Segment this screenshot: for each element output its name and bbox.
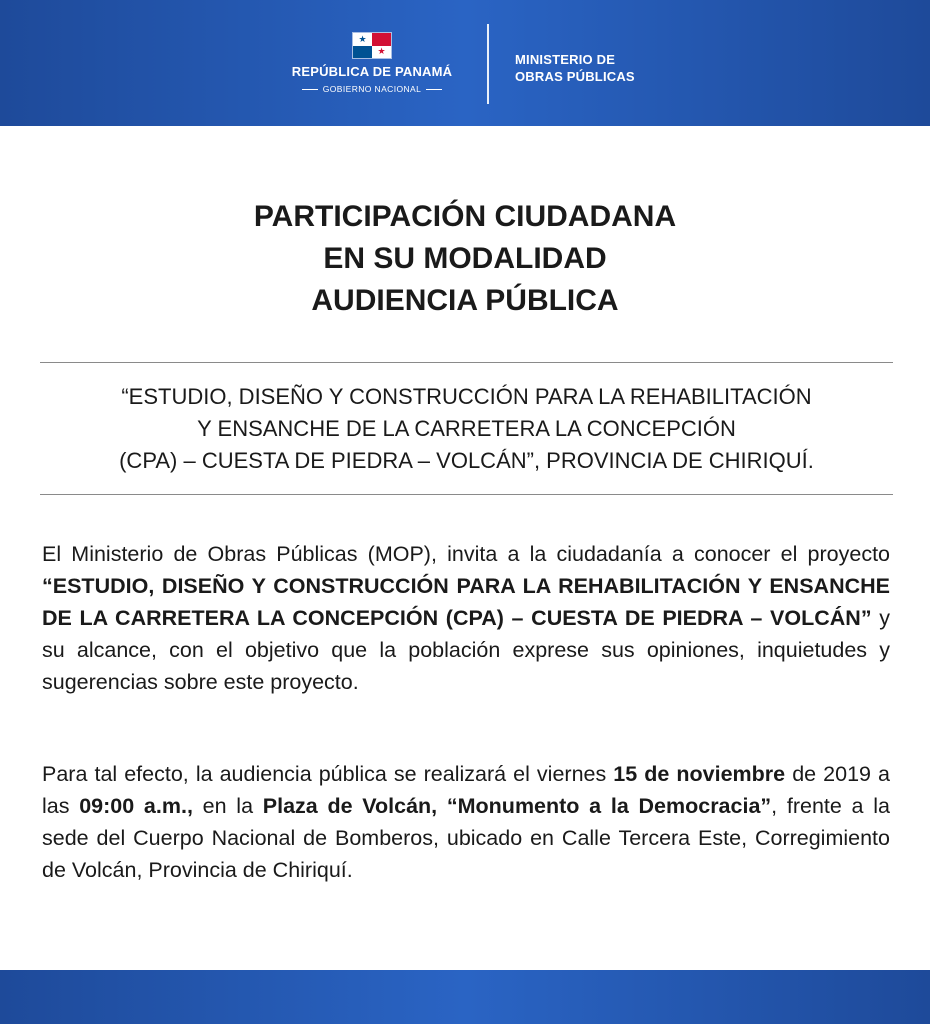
ministerio-line-1: MINISTERIO DE [515, 52, 616, 67]
ministerio-label [515, 51, 635, 85]
right-dash [426, 89, 442, 90]
project-name [40, 381, 893, 477]
ministerio-line-2: OBRAS PÚBLICAS [515, 69, 635, 84]
p2-date: 15 de noviembre [613, 762, 786, 786]
p2-part4: , frente a la sede del Cuerpo Nacional de Bomberos, ubicado en Calle Tercera Este, Corregimiento de Volcán, Provincia de Chiriquí. [42, 794, 890, 882]
bottom-rule [40, 494, 893, 495]
p1-intro: El Ministerio de Obras Públicas (MOP), invita a la ciudadanía a conocer el proyecto [42, 542, 890, 566]
flag-red-star-icon: ★ [377, 46, 386, 56]
subtitle-line-2: Y ENSANCHE DE LA CARRETERA LA CONCEPCIÓN [197, 416, 736, 441]
flag-blue-star-icon: ★ [358, 34, 367, 44]
header-banner [0, 0, 930, 126]
title-line-2: EN SU MODALIDAD [323, 242, 607, 275]
top-rule [40, 362, 893, 363]
gobierno-text: GOBIERNO NACIONAL [322, 84, 422, 94]
panama-flag-icon [353, 33, 391, 58]
p2-time: 09:00 a.m., [79, 794, 193, 818]
event-details-paragraph [42, 758, 890, 886]
p2-place: Plaza de Volcán, “Monumento a la Democracia” [262, 794, 772, 818]
p1-rest: y su alcance, con el objetivo que la población exprese sus opiniones, inquietudes y sugerencias sobre este proyecto. [42, 606, 890, 694]
republica-label: REPÚBLICA DE PANAMÁ [291, 64, 453, 79]
header-divider [487, 24, 489, 104]
subtitle-line-3: (CPA) – CUESTA DE PIEDRA – VOLCÁN”, PROVINCIA DE CHIRIQUÍ. [119, 448, 814, 473]
footer-banner [0, 970, 930, 1024]
subtitle-line-1: “ESTUDIO, DISEÑO Y CONSTRUCCIÓN PARA LA REHABILITACIÓN [121, 384, 812, 409]
p2-part3: en la [192, 794, 263, 818]
left-dash [302, 89, 318, 90]
title-line-3: AUDIENCIA PÚBLICA [311, 284, 619, 317]
p1-project: “ESTUDIO, DISEÑO Y CONSTRUCCIÓN PARA LA REHABILITACIÓN Y ENSANCHE DE LA CARRETERA LA CONCEPCIÓN (CPA) – CUESTA DE PIEDRA – VOLCÁN” [42, 574, 890, 630]
gobierno-label [270, 84, 474, 94]
p2-part1: Para tal efecto, la audiencia pública se realizará el viernes [42, 762, 614, 786]
p2-part2: de 2019 a las [42, 762, 890, 818]
title-line-1: PARTICIPACIÓN CIUDADANA [253, 200, 677, 233]
invitation-paragraph [42, 538, 890, 698]
document-title [0, 196, 930, 322]
